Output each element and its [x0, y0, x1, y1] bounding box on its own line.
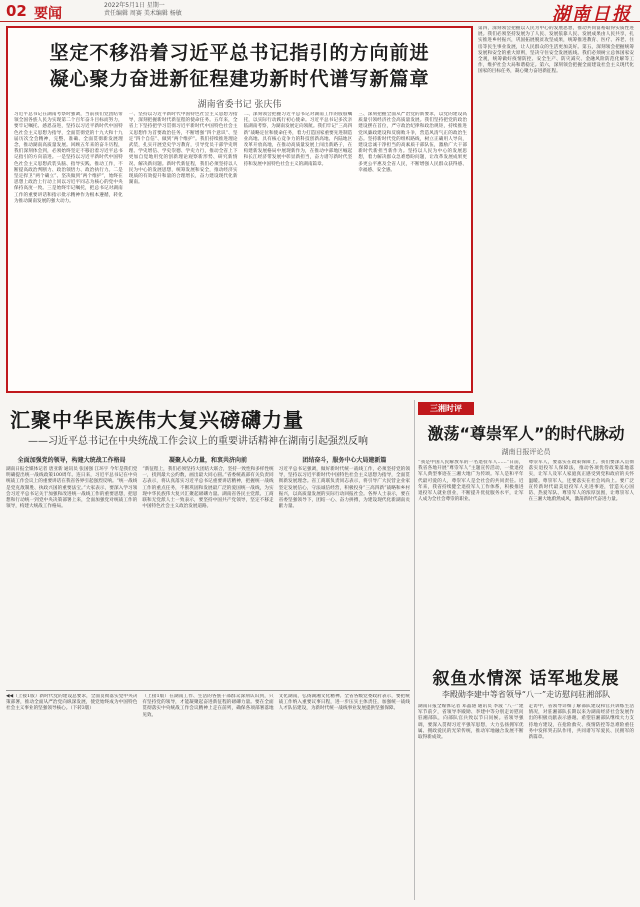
column-rule — [414, 400, 415, 900]
newspaper-logo: 湖南日报 — [552, 4, 632, 25]
lead-article — [6, 26, 473, 393]
united-front-column-2 — [142, 452, 273, 688]
army-visit-column-2: 走访中，省领导详细了解部队建设和官兵训练生活情况，对驻湘部队长期以来为湖南经济社会发展作出的积极贡献表示感谢。希望驻湘部队继续大力支持地方建设，在抢险救灾、疫情防控等急难险重任务中发挥突击队作用，共同谱写军爱民、民拥军的新篇章。 — [528, 704, 634, 741]
lead-column-1: 习近平总书记在湖南考察时强调，当前我们党团结带领全国各族人民为实现第二个百年奋斗目标而努力，要牢记嘱托、感恩奋进，坚持以习近平新时代中国特色社会主义思想为指导，全面贯彻党的十九大和十九届历次全会精神，完整、准确、全面贯彻新发展理念，推动湖南高质量发展。回顾五年来的奋斗历程，我们深刻体会到，必须始终坚定不移沿着习近平总书记指引的方向前进。一是坚持以习近平新时代中国特色社会主义思想武装头脑、指导实践、推动工作，不断提高政治判断力、政治领悟力、政治执行力。二是坚定捍卫“两个确立”、坚决做到“两个维护”，始终在思想上政治上行动上同以习近平同志为核心的党中央保持高度一致。三是始终牢记嘱托，把总书记对湖南工作的重要讲话和指示批示精神作为根本遵循，转化为推动湖南发展的强大动力。 — [14, 112, 123, 204]
united-front-subhead-2: 凝聚人心力量，和衷共济向前 — [168, 457, 247, 464]
masthead — [0, 0, 640, 25]
united-front-column-1 — [6, 452, 137, 688]
united-front-headline: 汇聚中华民族伟大复兴磅礴力量 — [10, 408, 304, 432]
lead-column-3: 二、深刻领会把握习近平总书记对湖南工作的殷殷嘱托，以实际行动践行初心使命。习近平总书记多次亲临湖南考察，为湖南发展定向领航。我们牢记“三高四新”战略定位和使命任务，着力打造国家重要先进制造业高地、具有核心竞争力的科技创新高地、内陆地区改革开放高地，在推动高质量发展上闯出新路子，在构建新发展格局中展现新作为，在推动中部地区崛起和长江经济带发展中彰显新担当，奋力谱写新时代坚持和发展中国特色社会主义的湖南篇章。 — [243, 112, 353, 167]
united-front-subhead-1: 全面加强党的领导，构建大统战工作格局 — [17, 457, 126, 464]
united-front-column-3 — [279, 452, 410, 688]
continued-column-3: 文化湖南，弘扬湖湘文化精神。全省各级党委政府表示，要把统战工作纳入重要议事日程，进一步压实主体责任，加强统一战线人才队伍建设，为新时代统一战线事业发展提供坚强保障。 — [278, 694, 410, 712]
lead-headline-line2: 凝心聚力奋进新征程建功新时代谱写新篇章 — [49, 68, 430, 90]
continued-column-2: （上接1版）在湖南工作、生活的各族干部群众深刻认识到，只有坚持党的领导，才能凝聚起奋进新征程的磅礴力量。要在全面贯彻落实中央统战工作会议精神上走在前列，确保各项部署落地见效。 — [142, 694, 274, 718]
lead-column-4: 三、深刻把握全面从严治党的新要求，以党的建设高质量引领经济社会高质量发展。我们坚持把党的政治建设摆在首位，严守政治纪律和政治规矩，持续推进党风廉政建设和反腐败斗争，营造风清气正的政治生态。坚持新时代党的组织路线，树立正确用人导向，建设忠诚干净担当的高素质干部队伍，激励广大干部新时代新担当新作为。坚持以人民为中心的发展思想，着力解决群众急难愁盼问题，让改革发展成果更多更公平惠及全省人民，不断增强人民群众获得感、幸福感、安全感。 — [358, 112, 467, 173]
page-number: 02 — [6, 2, 27, 20]
issue-editors: 责任编辑 周赛 美术编辑 杨敏 — [104, 10, 182, 17]
united-front-text-1: 湖南日报全媒体记者 唐亚新 通讯员 张国强 江环宇 今年是我们党明确提出统一战线政策100周年。连日来，习近平总书记在中央统战工作会议上的重要讲话在我省各界引起强烈反响。“统一战线是党克敌制胜、执政兴国的重要法宝。”大家表示，要深入学习领会习近平总书记关于加强和改进统一战线工作的重要思想，把思想和行动统一到党中央决策部署上来，全面加强党对统战工作的领导，构建大统战工作格局。 — [6, 467, 138, 510]
lead-byline: 湖南省委书记 张庆伟 — [197, 100, 282, 110]
commentary-headline: 激荡“尊崇军人”的时代脉动 — [427, 424, 625, 443]
united-front-subhead-3: 团结奋斗，服务中心大局建新篇 — [302, 457, 387, 464]
commentary-author: 湖南日报评论员 — [501, 448, 551, 456]
united-front-body — [6, 452, 410, 688]
continued-stories — [6, 694, 410, 900]
issue-info — [104, 2, 182, 18]
lead-body — [14, 112, 467, 386]
commentary-body — [418, 460, 634, 656]
commentary-column-2: 尊崇军人，要落实在政策保障上。我们要深入贯彻落实退役军人保障法，推动各项优待政策落地落实，让军人及军人家庭真正感受到党和政府的关怀温暖。尊崇军人，还要落实在社会风尚上。要广泛宣传新时代最美退役军人先进事迹，营造关心国防、热爱军队、尊崇军人的浓厚氛围，让尊崇军人在三湘大地蔚然成风，激荡新时代奋进力量。 — [528, 460, 634, 503]
commentary-tag: 三湘时评 — [418, 402, 474, 415]
united-front-text-3: 习近平总书记强调，做好新时代统一战线工作，必须坚持党的领导，坚持以习近平新时代中国特色社会主义思想为指导，全面贯彻新发展理念。省工商联负责同志表示，将引导广大民营企业家坚定发展信心，守法诚信经营，积极投身“三高四新”战略和乡村振兴，以高质量发展的实际行动回报社会。各界人士表示，要在省委坚强领导下，团结一心、奋力拼搏，为建设现代化新湖南贡献力量。 — [278, 467, 410, 510]
lead-continuation-column: 第四，深刻领会把握以人民为中心的发展思想，推动共同富裕取得实质性进展。我们必须坚持发展为了人民、发展依靠人民、发展成果由人民共享，扎实推进乡村振兴，巩固拓展脱贫攻坚成果，统筹推进教育、医疗、养老、住房等民生事业发展，让人民群众的生活更加美好。第五，深刻领会把握统筹发展和安全的重大原则，坚决守住安全发展底线。我们必须树立总体国家安全观，统筹做好疫情防控、安全生产、防灾减灾、金融风险防范化解等工作，维护社会大局和谐稳定。第六，深刻领会把握全面建设社会主义现代化国家的目标任务，凝心聚力奋进新征程。 — [478, 26, 634, 75]
united-front-subheadline: ——习近平总书记在中央统战工作会议上的重要讲话精神在湖南引起强烈反响 — [28, 436, 368, 447]
lead-column-2: 一、坚持以习近平新时代中国特色社会主义思想为指导，深刻把握新时代新征程的使命任务。五年来，全省上下坚持把学习贯彻习近平新时代中国特色社会主义思想作为首要政治任务，不断增强“四个意识”、坚定“四个自信”、做到“两个维护”。我们持续推进理论武装，扎实开展党史学习教育，引导党员干部学史明理、学史增信、学史崇德、学史力行，推动全省上下更加自觉地用党的创新理论观察新形势、研究新情况、解决新问题。新时代新征程，我们必须坚持以人民为中心的发展思想，统筹发展和安全，推动经济实现质的有效提升和量的合理增长，奋力建设现代化新湖南。 — [128, 112, 238, 186]
army-visit-headline: 叙鱼水情深 话军地发展 — [432, 669, 620, 689]
army-visit-column-1: 湖南日报全媒体记者 邓晶琎 通讯员 李波 “八一”建军节前夕，省领导李殿勋、李建中等分别走访慰问驻湘部队，向部队官兵致以节日问候。省领导强调，要深入贯彻习近平强军思想，大力弘扬拥军优属、拥政爱民的光荣传统，推动军地融合发展不断取得新成效。 — [418, 704, 524, 741]
united-front-text-2: “新征程上，我们必须坚持大团结大联合，坚持一致性和多样性统一，找到最大公约数，画出最大同心圆。”省委统战部有关负责同志表示，将认真落实习近平总书记重要讲话精神，把握统一战线工作的重点任务，不断巩固和发展最广泛的爱国统一战线，为实现中华民族伟大复兴汇聚起磅礴力量。湖南省各民主党派、工商联和无党派人士一致表示，要坚持中国共产党领导，坚定不移走中国特色社会主义政治发展道路。 — [142, 467, 274, 510]
army-visit-body — [418, 704, 634, 900]
lead-headline-line1: 坚定不移沿着习近平总书记指引的方向前进 — [49, 42, 430, 64]
section-divider — [6, 690, 410, 691]
continued-column-1: ◀◀（上接1版）新时代党的建设总要求，全面贯彻落实党中央决策部署，推动全面从严治党向纵深发展，使党始终成为中国特色社会主义事业的坚强领导核心。（下转3版） — [6, 694, 138, 712]
issue-date: 2022年5月1日 星期一 — [104, 2, 165, 9]
army-visit-subheadline: 李殿勋李建中等省领导“八一”走访慰问驻湘部队 — [441, 690, 611, 699]
section-name: 要闻 — [34, 6, 62, 22]
commentary-column-1: “我是中国人民解放军的一名退役军人……”日前，我省各地开展“尊崇军人”主题宣传活动，一批退役军人典型事迹在三湘大地广为传颂。军人是和平年代最可爱的人，尊崇军人是全社会的共同责任。近年来，我省持续健全退役军人工作体系，积极推进退役军人就业创业，不断提升优抚服务水平，让军人成为全社会尊崇的职业。 — [418, 460, 524, 503]
